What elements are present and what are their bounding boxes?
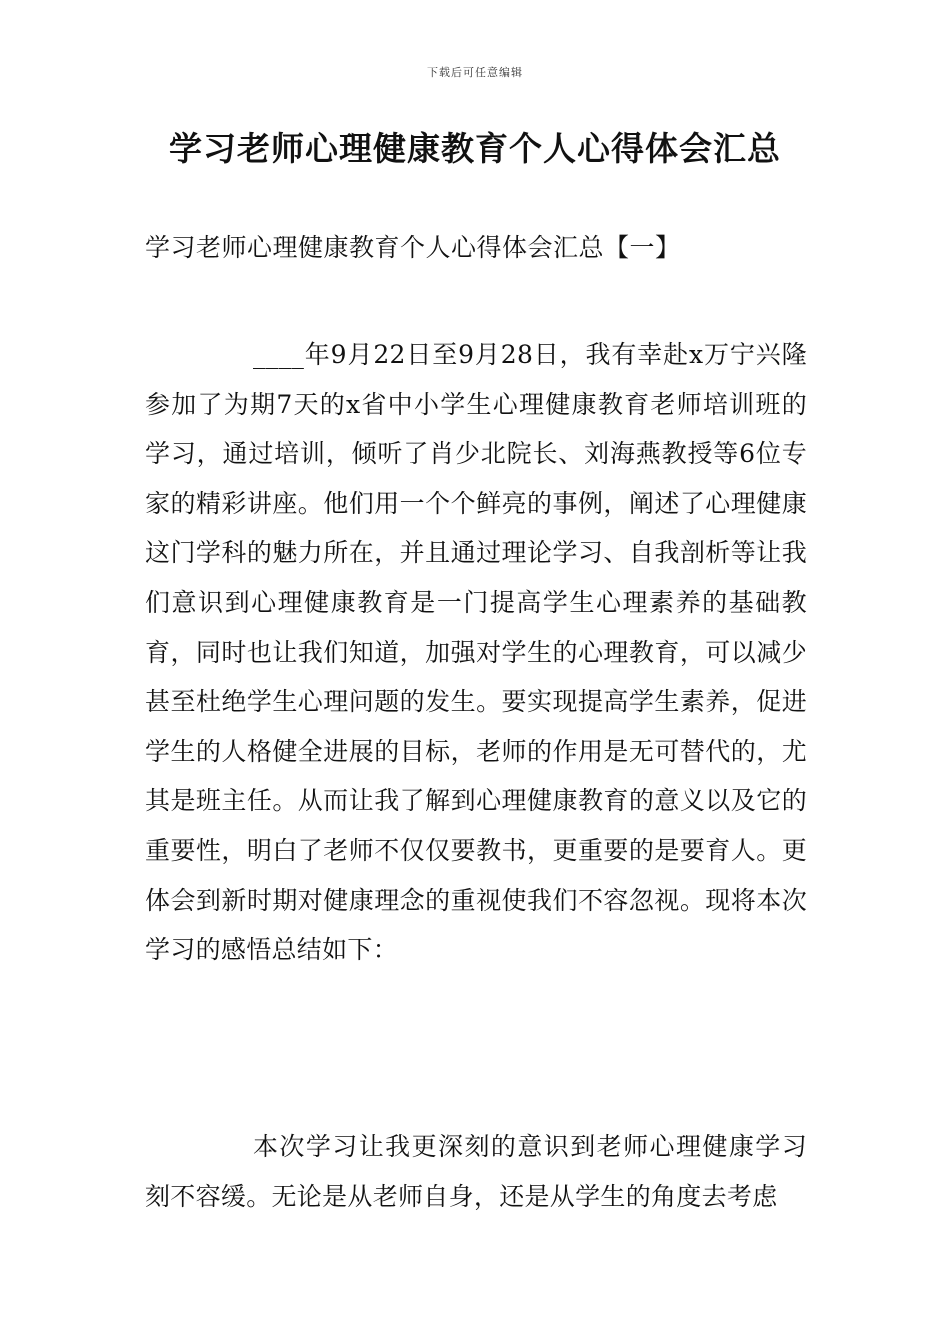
body-paragraph: ____年9月22日至9月28日，我有幸赴x万宁兴隆参加了为期7天的x省中小学生心理健康教育老师培训班的学习，通过培训，倾听了肖少北院长、刘海燕教授等6位专家的精彩讲座。他们用一个个鲜亮的事例，阐述了心理健康这门学科的魅力所在，并且通过理论学习、自我剖析等让我们意识到心理健康教育是一门提高学生心理素养的基础教育，同时也让我们知道，加强对学生的心理教育，可以减少甚至杜绝学生心理问题的发生。要实现提高学生素养，促进学生的人格健全进展的目标，老师的作用是无可替代的，尤其是班主任。从而让我了解到心理健康教育的意义以及它的重要性，明白了老师不仅仅要教书，更重要的是要育人。更体会到新时期对健康理念的重视使我们不容忽视。现将本次学习的感悟总结如下： [145,340,807,965]
body-paragraph: 本次学习让我更深刻的意识到老师心理健康学习刻不容缓。无论是从老师自身，还是从学生的角度去考虑 [145,1132,807,1211]
header-note: 下载后可任意编辑 [427,66,523,79]
section-heading: 学习老师心理健康教育个人心得体会汇总【一】 [145,233,681,262]
document-title: 学习老师心理健康教育个人心得体会汇总 [169,129,781,168]
